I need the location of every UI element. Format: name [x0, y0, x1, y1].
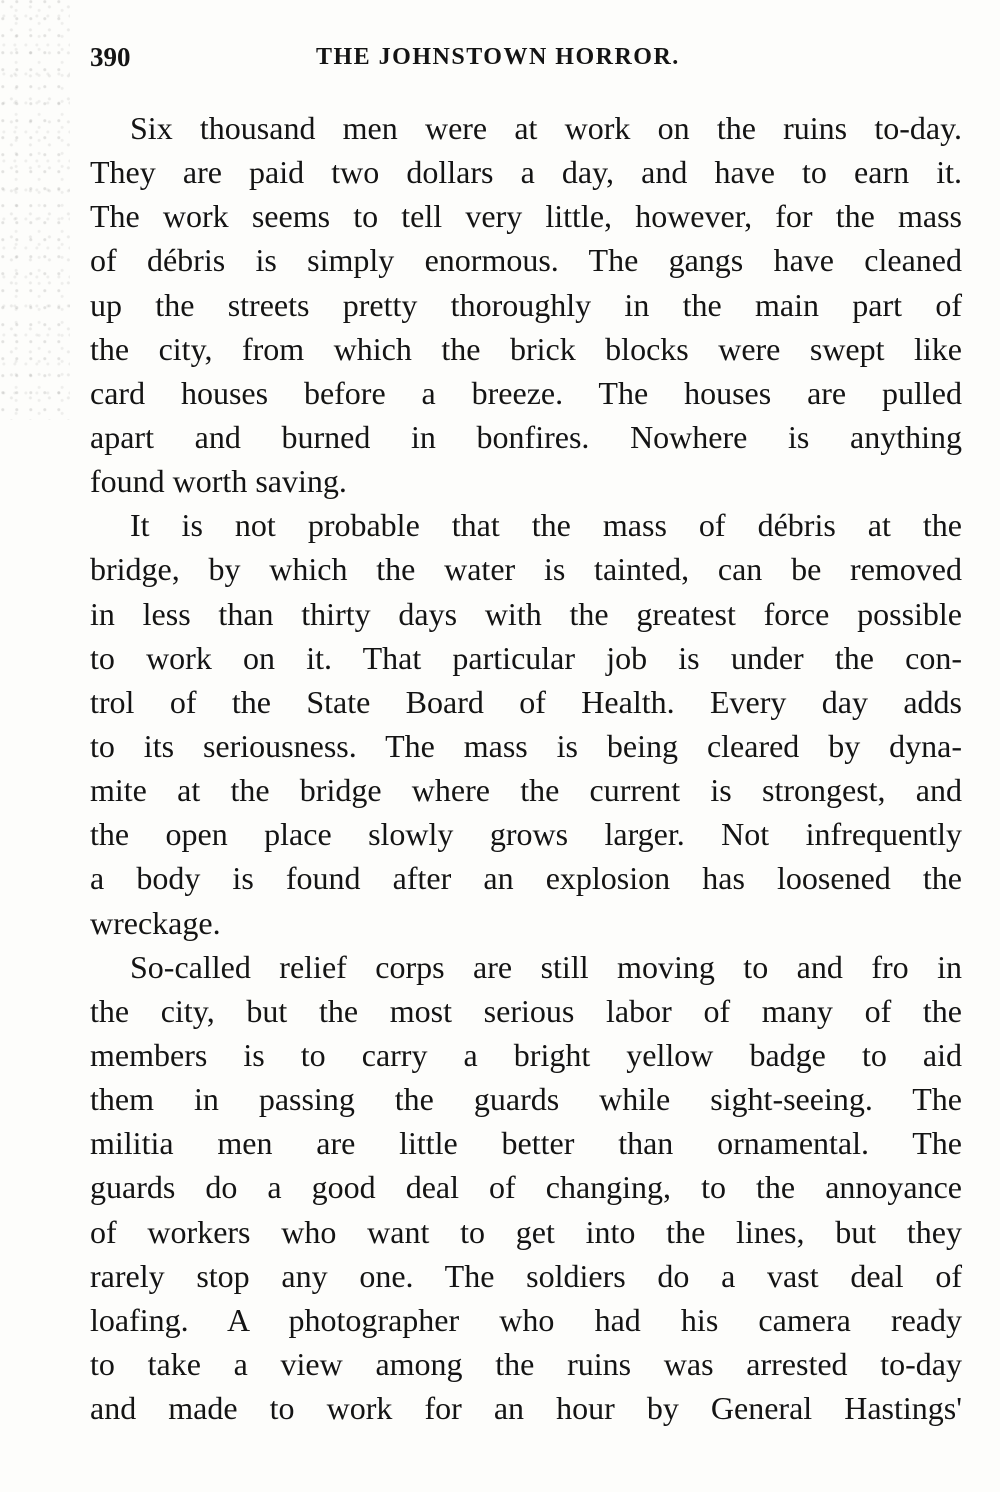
text-line: a body is found after an explosion has loosened the — [90, 860, 962, 897]
text-line: mite at the bridge where the current is strongest, and — [90, 772, 962, 809]
body-text — [90, 106, 962, 1430]
text-line: found worth saving. — [90, 463, 347, 500]
text-line: them in passing the guards while sight-seeing. The — [90, 1081, 962, 1118]
text-line: card houses before a breeze. The houses are pulled — [90, 374, 962, 411]
text-line: to its seriousness. The mass is being cleared by dyna- — [90, 727, 962, 764]
text-line: So-called relief corps are still moving to and fro in — [130, 948, 962, 985]
text-line: of workers who want to get into the lines, but they — [90, 1213, 962, 1250]
text-line: loafing. A photographer who had his camera ready — [90, 1301, 962, 1338]
paragraph-2 — [90, 503, 962, 944]
text-line: in less than thirty days with the greatest force possible — [90, 595, 962, 632]
text-line: They are paid two dollars a day, and have to earn it. — [90, 154, 962, 191]
text-line: and made to work for an hour by General Hastings' — [90, 1390, 962, 1427]
text-line: wreckage. — [90, 904, 221, 941]
text-line: the city, from which the brick blocks were swept like — [90, 330, 962, 367]
text-line: It is not probable that the mass of débris at the — [130, 507, 962, 544]
paragraph-1 — [90, 106, 962, 503]
text-line: trol of the State Board of Health. Every day adds — [90, 683, 962, 720]
text-line: Six thousand men were at work on the ruins to-day. — [130, 110, 962, 146]
text-line: the open place slowly grows larger. Not infrequently — [90, 816, 962, 853]
text-line: guards do a good deal of changing, to the annoyance — [90, 1169, 962, 1206]
text-line: The work seems to tell very little, however, for the mass — [90, 198, 962, 235]
scan-speckle — [0, 0, 70, 420]
text-line: the city, but the most serious labor of many of the — [90, 992, 962, 1029]
text-line: apart and burned in bonfires. Nowhere is anything — [90, 418, 962, 455]
text-line: to take a view among the ruins was arrested to-day — [90, 1345, 962, 1382]
text-line: up the streets pretty thoroughly in the main part of — [90, 286, 962, 323]
running-head: THE JOHNSTOWN HORROR. — [316, 44, 680, 70]
text-line: of débris is simply enormous. The gangs have cleaned — [90, 242, 962, 279]
page-header — [90, 38, 960, 82]
paragraph-3 — [90, 945, 962, 1431]
text-line: rarely stop any one. The soldiers do a vast deal of — [90, 1257, 962, 1294]
text-line: to work on it. That particular job is under the con- — [90, 639, 962, 676]
text-line: members is to carry a bright yellow badge to aid — [90, 1036, 962, 1073]
page-number: 390 — [90, 42, 131, 72]
text-line: militia men are little better than ornamental. The — [90, 1125, 962, 1162]
text-line: bridge, by which the water is tainted, can be removed — [90, 551, 962, 588]
